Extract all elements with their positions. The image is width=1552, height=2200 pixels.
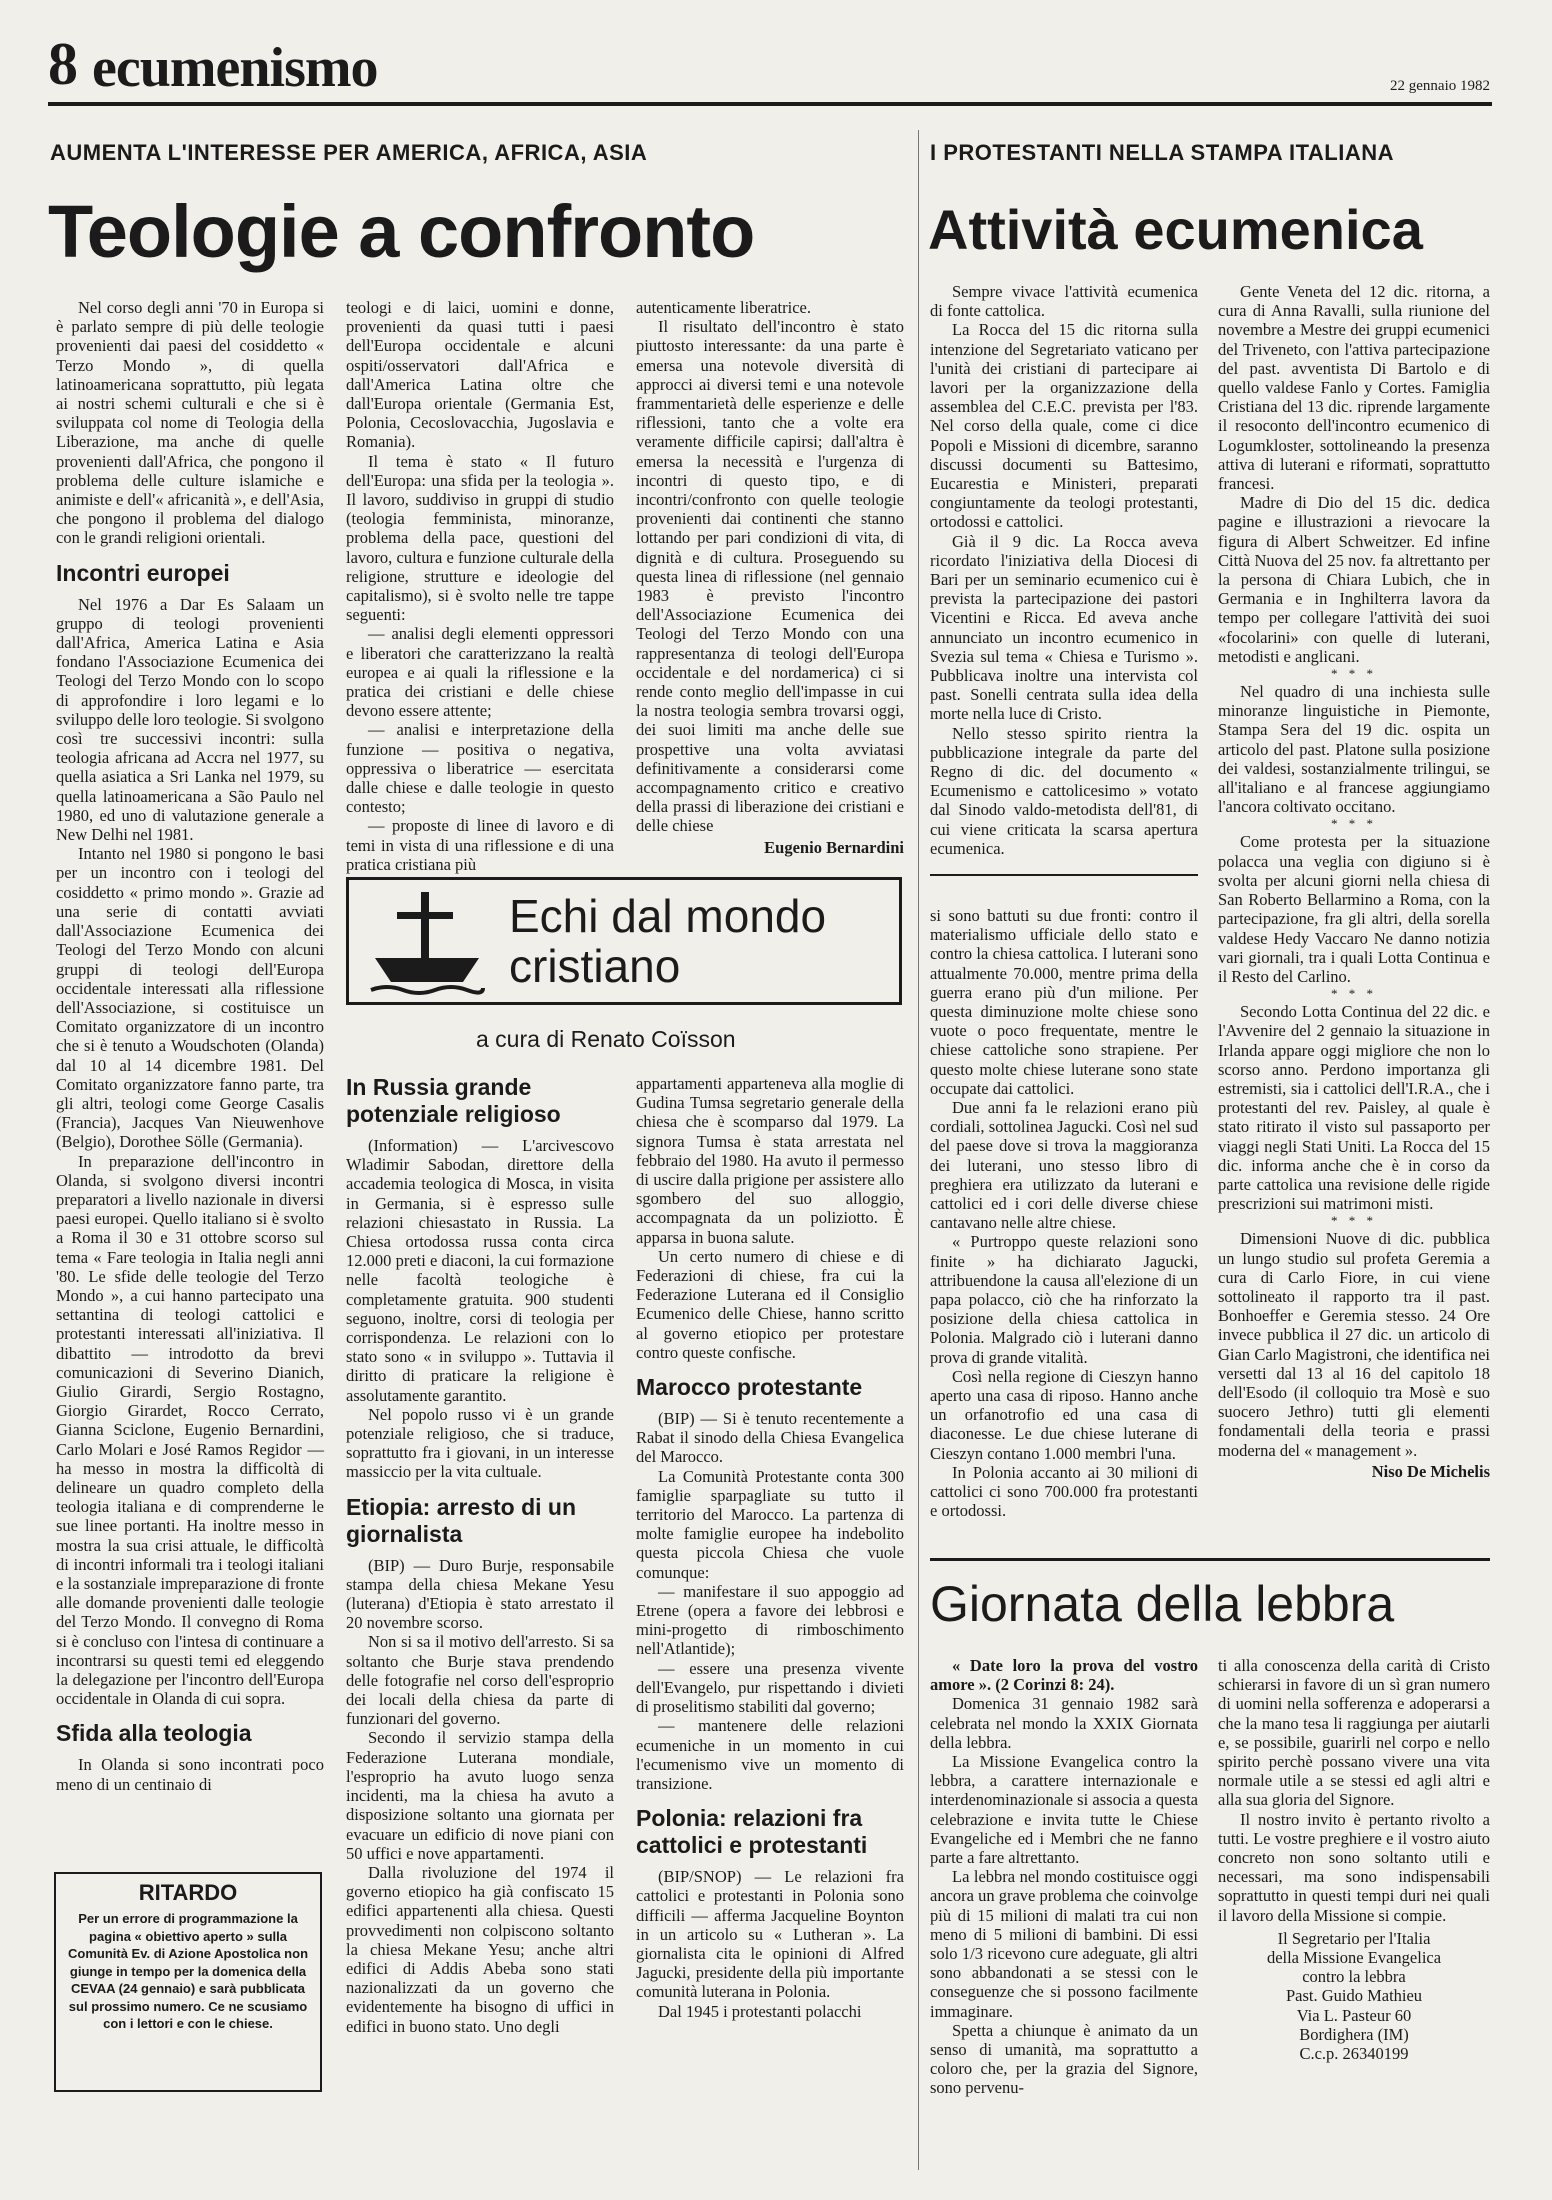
paragraph: Gente Veneta del 12 dic. ritorna, a cura di Anna Ravalli, sulla riunione del novembre a Mestre dei gruppi ecumenici del Triveneto, con l'attiva partecipazione del past. avventista Di Bartolo e di quello valdese Fanlo y Cortes. Famiglia Cristiana del 13 dic. riprende largamente il resoconto dell'incontro ecumenico di Logumkloster, sottolineando la presenza attiva di luterani e riformati, soprattutto francesi. [1218,282,1490,494]
paragraph: La lebbra nel mondo costituisce oggi ancora un grave problema che coinvolge più di 15 milioni di malati tra cui non meno di 5 milioni di bambini. Di essi solo 1/3 ricevono cure adeguate, gli altri sono abbandonati a se stessi con le conseguenze che si possono facilmente immaginare. [930,1867,1199,2021]
echi-col1 [346,1068,614,2036]
paragraph: « Date loro la prova del vostro amore ». (2 Corinzi 8: 24). [930,1656,1198,1695]
paragraph: appartamenti apparteneva alla moglie di Gudina Tumsa segretario generale della chiesa che è scomparso dal 1979. La signora Tumsa è stata arrestata nel febbraio del 1980. Ha avuto il permesso di uscire dalla prigione per assistere allo sgombero del suo alloggio, accompagnata da un poliziotto. È apparsa in buona salute. [636,1074,904,1247]
issue-date: 22 gennaio 1982 [1390,78,1490,94]
paragraph: (Information) — L'arcivescovo Wladimir Sabodan, direttore della accademia teologica di Mosca, in visita in Germania, si è espresso sulle relazioni chiesastato in Russia. La Chiesa ortodossa russa conta circa 12.000 preti e diaconi, la cui formazione nelle facoltà teologiche è completamente gratuita. 900 studenti seguono, inoltre, corsi di teologia per corrispondenza. Le relazioni con lo stato sono « in sviluppo ». Tuttavia il diritto di praticare la religione è assolutamente garantito. [346,1136,614,1405]
signature-line: Il Segretario per l'Italia [1277,1928,1431,1948]
paragraph: Non si sa il motivo dell'arresto. Si sa soltanto che Burje stava prendendo delle fotografie nel corso dell'esproprio dei locali della chiesa da parte di funzionari del governo. [346,1632,614,1729]
left-article-col2 [346,298,614,874]
paragraph: Nel corso degli anni '70 in Europa si è parlato sempre di più delle teologie provenienti dai paesi del cosiddetto « Terzo Mondo », di quella latinoamericana soprattutto, più legata ai nostri schemi culturali e che si è sviluppata col nome di Teologia della Liberazione, ma anche di quelle provenienti dall'Africa, che pongono il problema delle culture islamiche e animiste e dell'« africanità », e dell'Asia, che pongono il problema del dialogo con le grandi religioni orientali. [56,298,325,548]
paragraph: Il tema è stato « Il futuro dell'Europa: una sfida per la teologia ». Il lavoro, suddiviso in gruppi di studio (teologia femminista, minoranze, problema della pace, questioni del lavoro, cultura e funzione culturale della religione, strutture e ideologie del capitalismo), si è svolto nelle tre tappe seguenti: [346,451,614,625]
ritardo-body: Per un errore di programmazione la pagina « obiettivo aperto » sulla Comunità Ev. di Azione Apostolica non giunge in tempo per la domenica della CEVAA (24 gennaio) e sarà pubblicata sul prossimo numero. Ce ne scusiamo con i lettori e con le chiese. [67,1911,309,2031]
signature-line: Via L. Pasteur 60 [1296,2005,1412,2025]
paragraph: (BIP) — Si è tenuto recentemente a Rabat il sinodo della Chiesa Evangelica del Marocco. [636,1409,904,1467]
paragraph: ti alla conoscenza della carità di Cristo schierarsi in favore di un sì gran numero di uomini nella sofferenza e adoperarsi a che la mano tesa li raggiunga per aiutarli e, se possibile, guarirli nel corpo e nello spirito perchè possano vivere una vita normale utile a se stessi ed agli altri e alla sua gloria del Signore. [1218,1656,1490,1810]
paragraph: Un certo numero di chiese e di Federazioni di chiese, fra cui la Federazione Luterana ed il Consiglio Ecumenico delle Chiese, hanno scritto al governo etiopico per protestare contro queste confische. [636,1246,904,1362]
paragraph: (BIP/SNOP) — Le relazioni fra cattolici e protestanti in Polonia sono difficili — afferma Jacqueline Boynton in un articolo su « Lutheran ». La giornalista cita le opinioni di Alfred Jagucki, presidente della più importante comunità luterana in Polonia. [636,1867,904,2002]
paragraph: Sempre vivace l'attività ecumenica di fonte cattolica. [930,282,1198,321]
paragraph: teologi e di laici, uomini e donne, provenienti da quasi tutti i paesi dell'Europa occidentale e alcuni ospiti/osservatori dall'Africa e dall'America Latina oltre che dall'Europa orientale (Germania Est, Polonia, Cecoslovacchia, Jugoslavia e Romania). [346,298,614,452]
paragraph: Dal 1945 i protestanti polacchi [658,2001,862,2021]
paragraph: (BIP) — Duro Burje, responsabile stampa della chiesa Mekane Yesu (luterana) d'Etiopia è stato arrestato il 20 novembre scorso. [346,1555,614,1633]
paragraph: Così nella regione di Cieszyn hanno aperto una casa di riposo. Hanno anche un orfanotrofio ed una casa di diaconesse. Le due chiese luterane di Cieszyn contano 1.000 membri l'una. [930,1366,1198,1463]
right-article-kicker: I PROTESTANTI NELLA STAMPA ITALIANA [930,140,1394,165]
separator-stars: * * * [1331,1213,1377,1229]
paragraph: In Olanda si sono incontrati poco meno di un centinaio di [56,1755,324,1794]
right-article-col1b [930,906,1198,1521]
ritardo-box [54,1872,322,2092]
lebbra-rule [930,1558,1490,1561]
paragraph: In Polonia accanto ai 30 milioni di cattolici ci sono 700.000 fra protestanti e ortodossi. [930,1462,1198,1521]
subhead-sfida: Sfida alla teologia [56,1720,252,1747]
paragraph: Nel popolo russo vi è un grande potenziale religioso, che si traduce, soprattutto fra i giovani, in un interesse massiccio per la vita cultuale. [346,1404,614,1482]
paragraph: Domenica 31 gennaio 1982 sarà celebrata nel mondo la XXIX Giornata della lebbra. [930,1694,1198,1752]
column-rule [918,130,919,2170]
echi-title-line1: Echi dal mondo [509,890,827,942]
paragraph: Nel quadro di una inchiesta sulle minoranze linguistiche in Piemonte, Stampa Sera del 19 dic. ospita un articolo del past. Platone sulla posizione dei valdesi, sostanzialmente trilingui, se all'italiano e al francese aggiungiamo l'ancora coltivato occitano. [1218,682,1490,817]
lebbra-signature [1218,1929,1490,2063]
paragraph: Nello stesso spirito rientra la pubblicazione integrale da parte del Regno di dic. del documento « Ecumenismo e cattolicesimo » votato dal Sinodo valdo-metodista dell'81, di cui viene criticata la scarsa apertura ecumenica. [930,723,1198,858]
headline-etiopia: Etiopia: arresto di un giornalista [346,1493,577,1547]
echi-title-line2: cristiano [509,940,681,992]
paragraph: si sono battuti su due fronti: contro il materialismo ufficiale dello stato e contro la chiesa cattolica. I luterani sono attualmente 70.000, mentre prima della guerra erano più d'un milione. Per questa diminuzione molte chiese sono vuote o poco frequentate, mentre le chiese cattoliche sono strapiene. Per questo molte chiese luterane sono state occupate dai cattolici. [930,906,1198,1098]
lebbra-col1 [930,1656,1198,2098]
headline-marocco: Marocco protestante [636,1374,863,1401]
paragraph: Come protesta per la situazione polacca una veglia con digiuno si è svolta per alcuni giorni nella chiesa di San Roberto Bellarmino a Roma, con la partecipazione, fra gli altri, della sorella valdese Hedy Vaccaro Ne danno notizia vari giornali, tra i quali Lotta Continua e il Resto del Carlino. [1218,832,1490,986]
paragraph: Secondo Lotta Continua del 22 dic. e l'Avvenire del 2 gennaio la situazione in Irlanda appare oggi migliore che non lo scorso anno. Perdono importanza gli estremisti, sia i cattolici dell'I.R.A., che i protestanti del rev. Paisley, al quale è stato ritirato il visto sul passaporto per viaggi negli Stati Uniti. La Rocca del 15 dic. informa anche che è in corso da parte cattolica una revisione delle rigide prescrizioni sui matrimoni misti. [1218,1002,1490,1214]
paragraph: Secondo il servizio stampa della Federazione Luterana mondiale, l'esproprio ha avuto luogo senza incidenti, ma la chiesa ha avuto a disposizione soltanto una giornata per evacuare un edificio di nove piani con 50 uffici e nove appartamenti. [346,1728,614,1863]
signature-line: contro la lebbra [1302,1967,1406,1987]
section-title: ecumenismo [92,37,378,99]
paragraph: — essere una presenza vivente dell'Evangelo, pur rispettando i divieti di proselitismo stabiliti dal governo; [636,1658,904,1717]
paragraph: — proposte di linee di lavoro e di temi in vista di una riflessione e di una pratica cristiana più [346,816,614,874]
paragraph: Dalla rivoluzione del 1974 il governo etiopico ha già confiscato 15 edifici appartenenti alla chiesa. Questi provvedimenti non colpiscono soltanto la chiesa Mekane Yesu; anche altri edifici di Addis Abeba sono stati nazionalizzati da un governo che evidentemente ha bisogno di uffici in edifici in buono stato. Uno degli [346,1862,614,2036]
signature-line: C.c.p. 26340199 [1299,2044,1409,2064]
lebbra-col2 [1218,1656,1490,2063]
left-article-headline: Teologie a confronto [48,190,755,273]
signature-line: Bordighera (IM) [1299,2024,1409,2044]
paragraph: autenticamente liberatrice. [636,298,811,317]
cross-boat-icon [367,888,487,998]
right-article-headline: Attività ecumenica [928,198,1423,261]
echi-title-box [346,877,902,1005]
paragraph: Dimensioni Nuove di dic. pubblica un lungo studio sul profeta Geremia a cura di Carlo Fiore, in cui viene sottolineato il rapporto tra il past. Bonhoeffer e Geremia stesso. 24 Ore invece pubblica il 27 dic. un articolo di Gian Carlo Magistroni, che identifica nei versetti dal 13 al 16 del capitolo 18 dell'Esodo (il colloquio tra Mosè e suo suocero Jethro) tutti gli elementi fondamentali della teoria e prassi moderna del « management ». [1218,1229,1490,1460]
left-article-col3 [636,298,904,857]
paragraph: Madre di Dio del 15 dic. dedica pagine e illustrazioni a rievocare la figura di Albert Schweitzer. Ed infine Città Nuova del 25 nov. fa altrettanto per la persona di Chiara Lubich, che in Germania e in Inghilterra lavora da tempo per collegare l'attività dei suoi «focolarini» con quelle di luterani, metodisti e anglicani. [1218,493,1490,666]
left-article-kicker: AUMENTA L'INTERESSE PER AMERICA, AFRICA, ASIA [50,140,648,165]
right-article-col1 [930,282,1198,858]
paragraph: In preparazione dell'incontro in Olanda, si svolgono diversi incontri preparatori a livello nazionale in diversi paesi europei. Quello italiano si è svolto a Roma il 30 e 31 ottobre scorso sul tema « Fare teologia in Italia negli anni '80. Le sfide delle teologie del Terzo Mondo », a cui hanno partecipato una settantina di teologi cattolici e protestanti interessati all'iniziativa. Il dibattito — introdotto da brevi comunicazioni di Severino Dianich, Giulio Girardi, Sergio Rostagno, Giorgio Girardet, Rocco Cerrato, Gianna Sciclone, Eugenio Bernardini, Carlo Molari e José Ramos Regidor — ha messo in mostra la difficoltà di delineare un quadro completo della teologia italiana e di comprenderne le sue linee portanti. Ha inoltre messo in mostra la sua crisi attuale, le difficoltà di incontri informali tra i teologi italiani e la sostanziale impreparazione di fronte alle domande provenienti dalle teologie del Terzo Mondo. Il convegno di Roma si è concluso con l'intesa di continuare a incontrarsi su questi temi ed eleggendo la delegazione per l'incontro dell'Europa occidentale in Olanda di cui sopra. [56,1151,324,1709]
right-article-col2 [1218,282,1490,1481]
byline-de-michelis: Niso De Michelis [1371,1461,1490,1481]
paragraph: Il risultato dell'incontro è stato piuttosto interessante: da una parte è emersa una notevole diversità di approcci ai diversi temi e una notevole frammentarietà delle esperienze e delle riflessioni, tanto che a volte era veramente difficile capirsi; dall'altra è emersa la necessità e l'urgenza di incontri di questo tipo, e di incontri/confronto con quelle teologie provenienti dai continenti che stanno lottando per pari condizioni di vita, di dignità e di cultura. Proseguendo su questa linea di riflessione (nel gennaio 1983 è previsto l'incontro dell'Associazione Ecumenica dei Teologi del Terzo Mondo con una rappresentanza di teologi dell'Europa occidentale e del nordamerica) ci si rende conto meglio dell'impasse in cui la nostra teologia sembra trovarsi oggi, dei suoi limiti ma anche delle sue prospettive una volta avviatasi definitivamente a considerarsi come accompagnamento critico e creativo della prassi di liberazione dei cristiani e delle chiese [636,317,904,836]
headline-russia: In Russia grande potenziale religioso [346,1074,561,1127]
paragraph: La Comunità Protestante conta 300 famiglie sparpagliate su tutto il territorio del Marocco. La partenza di molte famiglie europee ha indebolito questa piccola Chiesa che vuole comunque: [636,1466,904,1582]
paragraph: Il nostro invito è pertanto rivolto a tutti. Le vostre preghiere e il vostro aiuto concreto non sono soltanto utili e necessari, ma sono indispensabili soprattutto in questi tempi duri nei quali il lavoro della Missione si compie. [1218,1809,1490,1925]
masthead-rule [48,102,1492,106]
headline-polonia: Polonia: relazioni fra cattolici e protestanti [636,1805,868,1859]
paragraph: La Missione Evangelica contro la lebbra, a carattere internazionale e interdenominazionale si associa a questa celebrazione e invita tutte le Chiese Evangeliche ed i Membri che ne fanno parte a fare altrettanto. [930,1752,1198,1868]
separator-stars: * * * [1331,666,1377,682]
paragraph: — manifestare il suo appoggio ad Etrene (opera a favore dei lebbrosi e mini-progetto di rimboschimento nell'Atlantide); [636,1581,904,1659]
paragraph: La Rocca del 15 dic ritorna sulla intenzione del Segretariato vaticano per l'unità dei cristiani di partecipare ai lavori per la organizzazione della assemblea del C.E.C. prevista per l'83. Nel corso della quale, come ci dice Popoli e Missioni di dicembre, saranno discussi documenti su Battesimo, Eucarestia e Ministeri, preparati congiuntamente da teologi protestanti, ortodossi e cattolici. [930,320,1198,532]
lebbra-headline: Giornata della lebbra [930,1576,1395,1632]
separator-stars: * * * [1331,816,1377,832]
subhead-incontri-europei: Incontri europei [56,559,230,586]
paragraph: Due anni fa le relazioni erano più cordiali, sottolinea Jagucki. Così nel sud del paese dove si trova la maggioranza dei luterani, uno stesso libro di preghiera era utilizzato da luterani e cattolici ed i cori delle diverse chiese cantavano nelle altre chiese. [930,1098,1198,1233]
paragraph: — mantenere delle relazioni ecumeniche in un momento in cui l'ecumenismo vive un momento di transizione. [636,1716,904,1793]
paragraph: — analisi e interpretazione della funzione — positiva o negativa, oppressiva o liberatrice — esercitata dalle chiese e dalle teologie in questo contesto; [346,720,614,817]
signature-line: della Missione Evangelica [1266,1948,1442,1968]
paragraph: Nel 1976 a Dar Es Salaam un gruppo di teologi provenienti dall'Africa, America Latina e Asia fondano l'Associazione Ecumenica dei Teologi del Terzo Mondo con lo scopo di approfondire i loro legami e lo sviluppo delle loro teologie. Si svolgono così tre successivi incontri: sulla teologia africana ad Accra nel 1977, su quella asiatica a Sri Lanka nel 1979, su quella latinoamericana a São Paulo nel 1980, ed uno di valutazione generale a New Delhi nel 1981. [56,594,324,845]
separator-stars: * * * [1331,986,1377,1002]
ritardo-title: RITARDO [138,1880,238,1905]
section-rule [930,874,1198,876]
paragraph: Già il 9 dic. La Rocca aveva ricordato l'iniziativa della Diocesi di Bari per un seminario ecumenico cui è prevista la partecipazione dei pastori Vicentini e Ricca. Ed aveva anche annunciato un incontro ecumenico in Svezia sul tema « Chiesa e Turismo ». Pubblicava inoltre una intervista col past. Sonelli centrata sulla idea della morte nella luce di Cristo. [930,531,1198,724]
echi-curator: a cura di Renato Coïsson [476,1026,736,1052]
paragraph: — analisi degli elementi oppressori e liberatori che caratterizzano la realtà europea e ai quali la riflessione e la pratica dei cristiani e delle chiese devono essere attente; [346,624,614,721]
paragraph: Spetta a chiunque è animato da un senso di umanità, ma soprattutto a coloro che, per la grazia del Signore, sono pervenu- [930,2020,1198,2098]
paragraph: « Purtroppo queste relazioni sono finite » ha dichiarato Jagucki, attribuendone la causa all'elezione di un papa polacco, ciò che ha rinforzato la posizione della chiesa cattolica in Polonia. Malgrado ciò i luterani danno prova di grande vitalità. [930,1232,1198,1367]
paragraph: Intanto nel 1980 si pongono le basi per un incontro con i teologi del cosiddetto « primo mondo ». Grazie ad una serie di contatti avviati dall'Associazione Ecumenica dei Teologi del Terzo Mondo con alcuni gruppi di teologi dell'Europa occidentale interessati alla riflessione dell'Associazione, si costituisce un Comitato organizzatore di un incontro che si è tenuto a Woudschoten (Olanda) dal 10 al 14 dicembre 1981. Del Comitato organizzatore fanno parte, tra gli altri, teologi come George Casalis (Francia), Jacques Van Nieuwenhove (Belgio), Dorothee Sölle (Germania). [56,844,324,1152]
left-article-col1 [56,298,324,1794]
page-number: 8 [48,31,78,97]
signature-line: Past. Guido Mathieu [1285,1986,1423,2006]
byline-bernardini: Eugenio Bernardini [764,837,904,857]
echi-col2 [636,1074,904,2021]
